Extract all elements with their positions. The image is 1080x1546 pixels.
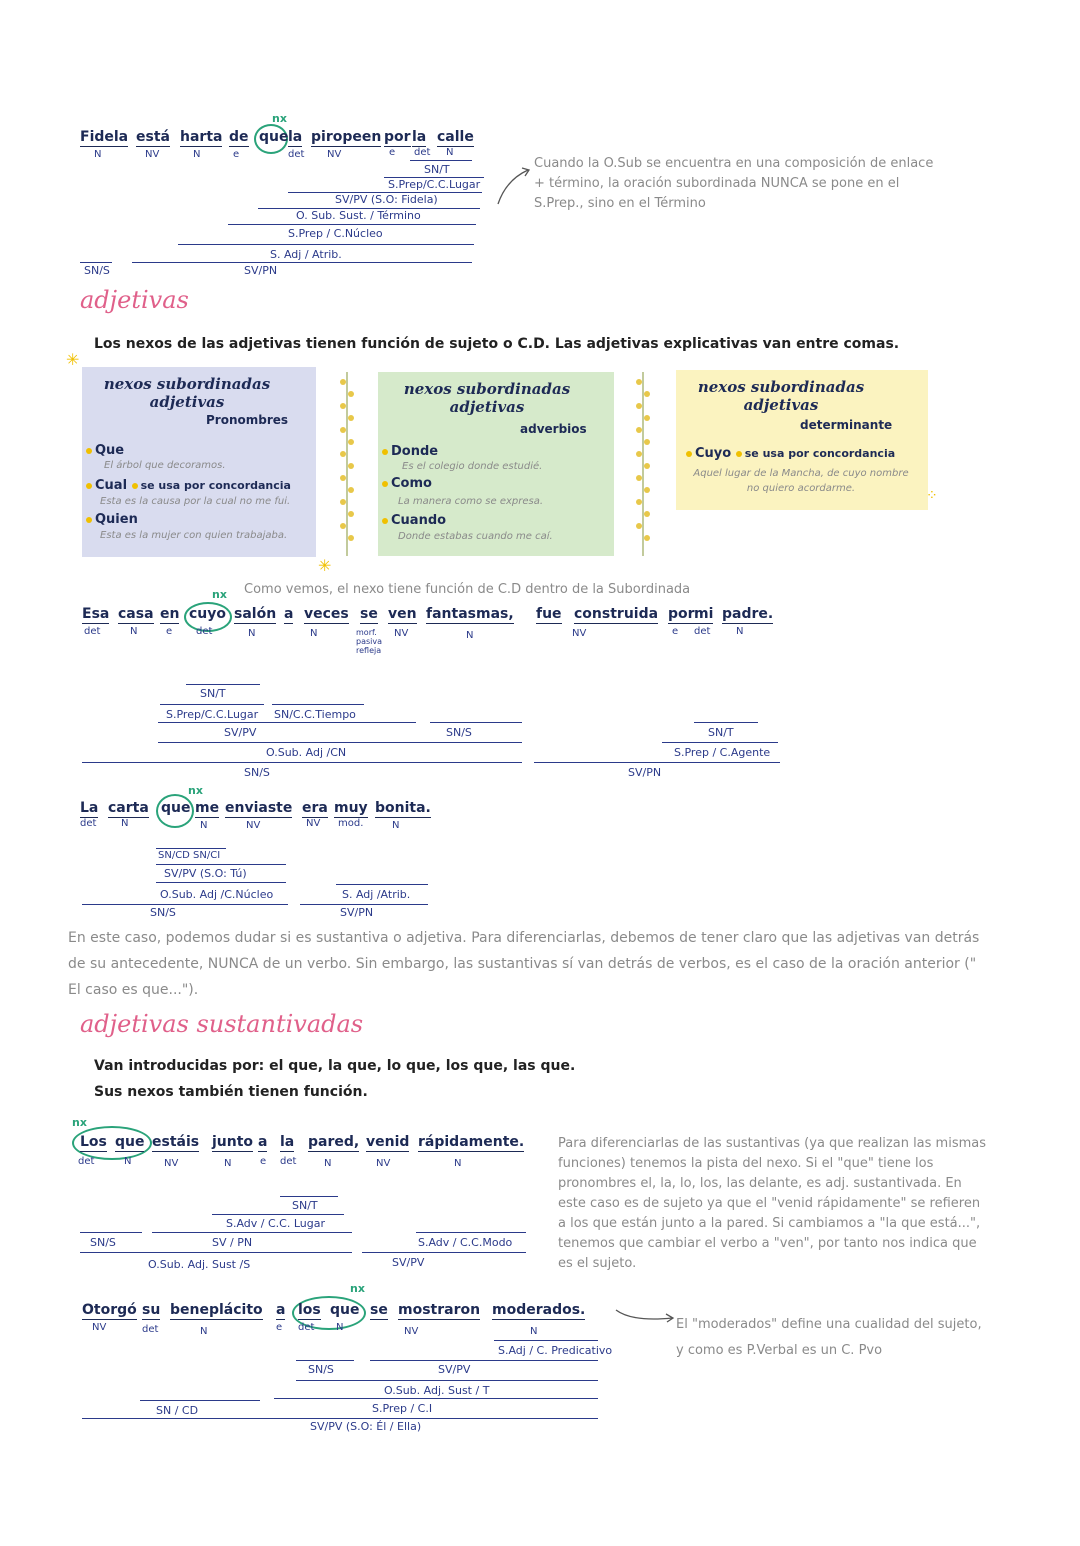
tag: N <box>193 149 201 160</box>
tag: N <box>248 628 256 639</box>
word: estáis <box>152 1134 200 1150</box>
word: fue <box>536 606 562 622</box>
word: Esa <box>82 606 110 622</box>
section-heading: adjetivas <box>80 286 189 314</box>
analysis-label: SN/S <box>90 1236 116 1249</box>
word: rápidamente. <box>418 1134 525 1150</box>
tag: mod. <box>338 818 364 829</box>
analysis-label: SN/C.C.Tiempo <box>274 708 356 721</box>
box-example: Esta es la causa por la cual no me fui. <box>100 496 291 507</box>
box-item: Que <box>95 443 125 458</box>
box-item: Quien <box>95 512 138 527</box>
word: de <box>229 129 249 145</box>
analysis-label: S.Prep/C.C.Lugar <box>166 708 259 721</box>
analysis-label: SN/T <box>200 687 226 700</box>
analysis-label: SV/PV (S.O: Él / Ella) <box>310 1420 422 1433</box>
tag: det <box>80 818 97 829</box>
tag: N <box>454 1158 462 1169</box>
tag: N <box>200 1326 208 1337</box>
box-item-extra: se usa por concordancia <box>140 479 291 492</box>
word: fantasmas, <box>426 606 514 622</box>
tag: NV <box>404 1326 419 1337</box>
analysis-label: O.Sub. Adj /C.Núcleo <box>160 888 274 901</box>
vine-decoration <box>336 372 358 556</box>
word: que <box>115 1134 145 1150</box>
nexo-marker: nx <box>350 1282 365 1295</box>
box-example: Donde estabas cuando me caí. <box>398 531 553 542</box>
analysis-label: SN/S <box>446 726 472 739</box>
box-example: La manera como se expresa. <box>398 496 544 507</box>
tag: e <box>166 626 173 637</box>
box-title: nexos subordinadas adjetivas <box>697 378 865 414</box>
analysis-label: S.Adv / C.C.Modo <box>418 1236 513 1249</box>
tag: N <box>392 820 400 831</box>
tag: NV <box>394 628 409 639</box>
sparkle-icon: ⁘ <box>926 488 938 504</box>
note: Como vemos, el nexo tiene función de C.D dentro de la Subordinada <box>244 582 691 597</box>
word: piropeen <box>311 129 382 145</box>
tag: NV <box>164 1158 179 1169</box>
note: El "moderados" define una cualidad del sujeto, y como es P.Verbal es un C. Pvo <box>676 1317 982 1358</box>
box-item: Cual <box>95 478 128 493</box>
tag: det <box>694 626 711 637</box>
box-item: Como <box>391 476 432 491</box>
note: Para diferenciarlas de las sustantivas (ya que realizan las mismas funciones) tenemos la pista del nexo. Si el "que" tiene los pronombres el, la, lo, los, las delante, es adj. sustantivada. En este caso es de sujeto ya que el "venid rápidamente" se refieren a los que están junto a la pared. Si cambiamos a "la que está...", tenemos que cambiar el verbo a "ven", por tanto nos indica que es el sujeto. <box>558 1136 987 1271</box>
analysis-label: O.Sub. Adj /CN <box>266 746 347 759</box>
sparkle-icon: ✳ <box>318 556 332 575</box>
word: mostraron <box>398 1302 481 1318</box>
box-item: Donde <box>391 444 439 459</box>
word: ven <box>388 606 417 622</box>
tag: N <box>530 1326 538 1337</box>
word: se <box>370 1302 388 1318</box>
word: Otorgó <box>82 1302 137 1318</box>
tag: N <box>124 1156 132 1167</box>
analysis-label: SV/PN <box>340 906 374 919</box>
analysis-label: S. Adj /Atrib. <box>342 888 411 901</box>
nexo-marker: nx <box>188 784 203 797</box>
analysis-label: SV/PV (S.O: Tú) <box>164 867 247 880</box>
analysis-label: SV/PV <box>224 726 257 739</box>
word: se <box>360 606 378 622</box>
word: construida <box>574 606 659 622</box>
analysis-label: SN/S <box>150 906 176 919</box>
tag: det <box>298 1322 315 1333</box>
word: me <box>195 800 220 816</box>
word: junto <box>212 1134 254 1150</box>
tag: N <box>336 1322 344 1333</box>
section-heading: adjetivas sustantivadas <box>80 1010 364 1038</box>
word: salón <box>234 606 277 622</box>
tag: N <box>466 630 474 641</box>
paragraph: Los nexos de las adjetivas tienen función de sujeto o C.D. Las adjetivas explicativas van entre comas. <box>94 336 900 352</box>
word: la <box>412 129 427 145</box>
word: calle <box>437 129 474 145</box>
word: a <box>284 606 294 622</box>
vine-decoration <box>632 372 654 556</box>
tag: N <box>224 1158 232 1169</box>
tag: det <box>78 1156 95 1167</box>
box-adverbios <box>378 372 614 556</box>
word: bonita. <box>375 800 431 816</box>
box-determinante <box>676 370 928 510</box>
analysis-label: SN/S <box>84 264 110 277</box>
analysis-label: SN/T <box>292 1199 318 1212</box>
tag: NV <box>92 1322 107 1333</box>
word: La <box>80 800 99 816</box>
box-example: Es el colegio donde estudié. <box>402 461 543 472</box>
word: enviaste <box>225 800 293 816</box>
tag: NV <box>327 149 342 160</box>
note: Cuando la O.Sub se encuentra en una composición de enlace + término, la oración subordinada NUNCA se pone en el S.Prep., sino en el Término <box>534 156 934 211</box>
analysis-label: S.Adj / C. Predicativo <box>498 1344 613 1357</box>
box-item-extra: se usa por concordancia <box>744 447 896 460</box>
nexo-marker: nx <box>272 112 287 125</box>
paragraph-duda: En este caso, podemos dudar si es sustantiva o adjetiva. Para diferenciarlas, debemos de tener claro que las adjetivas van detrás de su antecedente, NUNCA de un verbo. Sin embargo, las sustantivas sí van detrás de verbos, es el caso de la oración anterior (" El caso es que..."). <box>68 930 980 998</box>
word: veces <box>304 606 349 622</box>
tag: N <box>446 147 454 158</box>
box-example: El árbol que decoramos. <box>104 460 226 471</box>
tag: det <box>288 149 305 160</box>
word: los <box>298 1302 321 1318</box>
tag: det <box>414 147 431 158</box>
tag: e <box>389 147 396 158</box>
tag: e <box>260 1156 267 1167</box>
tag: N <box>200 820 208 831</box>
analysis-label: SN/S <box>244 766 270 779</box>
analysis-label: SV/PN <box>628 766 662 779</box>
tag: NV <box>376 1158 391 1169</box>
word: moderados. <box>492 1302 586 1318</box>
analysis-label: SV / PN <box>212 1236 253 1249</box>
tag: N <box>324 1158 332 1169</box>
analysis-label: SV/PV <box>438 1363 471 1376</box>
nexo-marker: nx <box>72 1116 87 1129</box>
analysis-label: SV/PV (S.O: Fidela) <box>335 193 438 206</box>
tag: NV <box>145 149 160 160</box>
box-title: nexos subordinadas adjetivas <box>403 380 571 416</box>
box-item: Cuando <box>391 513 447 528</box>
tag: det <box>84 626 101 637</box>
analysis-label: SV/PV <box>392 1256 425 1269</box>
box-item: Cuyo <box>695 446 732 461</box>
box-pronombres <box>82 367 316 557</box>
analysis-label: SN/CD SN/CI <box>158 850 221 861</box>
tag: e <box>672 626 679 637</box>
tag: det <box>196 626 213 637</box>
analysis-label: O.Sub. Adj. Sust /S <box>148 1258 251 1271</box>
arrow-icon <box>612 1304 678 1326</box>
box-example: Esta es la mujer con quien trabajaba. <box>100 530 288 541</box>
tag: N <box>736 626 744 637</box>
tag: N <box>310 628 318 639</box>
nexo-marker: nx <box>212 588 227 601</box>
analysis-label: S.Prep / C.I <box>372 1402 433 1415</box>
tag: det <box>142 1324 159 1335</box>
tag: NV <box>572 628 587 639</box>
analysis-label: S.Prep/C.C.Lugar <box>388 178 481 191</box>
word: por <box>668 606 695 622</box>
tag: det <box>280 1156 297 1167</box>
arrow-icon <box>496 166 532 206</box>
tag: e <box>276 1322 283 1333</box>
box-subtitle: adverbios <box>520 422 587 436</box>
word: muy <box>334 800 368 816</box>
word: casa <box>118 606 154 622</box>
word: harta <box>180 129 223 145</box>
tag: morf. pasiva refleja <box>356 628 383 655</box>
analysis-label: O.Sub. Adj. Sust / T <box>384 1384 490 1397</box>
analysis-label: S.Adv / C.C. Lugar <box>226 1217 326 1230</box>
word: Fidela <box>80 129 129 145</box>
paragraph: Van introducidas por: el que, la que, lo que, los que, las que. <box>94 1058 576 1074</box>
tag: NV <box>246 820 261 831</box>
word: Los <box>80 1134 107 1150</box>
analysis-label: SN / CD <box>156 1404 199 1417</box>
tag: e <box>233 149 240 160</box>
word: cuyo <box>189 606 227 622</box>
sparkle-icon: ✳ <box>66 350 80 369</box>
box-subtitle: Pronombres <box>206 413 289 427</box>
word: venid <box>366 1134 410 1150</box>
analysis-label: S. Adj / Atrib. <box>270 248 342 261</box>
box-subtitle: determinante <box>800 418 893 432</box>
word: era <box>302 800 328 816</box>
word: mi <box>694 606 714 622</box>
word: a <box>258 1134 268 1150</box>
word: que <box>259 129 289 145</box>
word: la <box>280 1134 295 1150</box>
analysis-label: SN/S <box>308 1363 334 1376</box>
box-example: Aquel lugar de la Mancha, de cuyo nombre no quiero acordarme. <box>693 468 909 494</box>
box-title: nexos subordinadas adjetivas <box>103 375 271 411</box>
tag: N <box>121 818 129 829</box>
word: en <box>160 606 180 622</box>
analysis-label: SV/PN <box>244 264 278 277</box>
word: que <box>330 1302 360 1318</box>
word: está <box>136 129 170 145</box>
word: beneplácito <box>170 1302 263 1318</box>
word: pared, <box>308 1134 360 1150</box>
analysis-label: O. Sub. Sust. / Término <box>296 209 421 222</box>
tag: N <box>130 626 138 637</box>
word: por <box>384 129 411 145</box>
tag: NV <box>306 818 321 829</box>
analysis-label: S.Prep / C.Agente <box>674 746 771 759</box>
word: a <box>276 1302 286 1318</box>
word: su <box>142 1302 161 1318</box>
word: que <box>161 800 191 816</box>
analysis-label: SN/T <box>708 726 734 739</box>
analysis-label: SN/T <box>424 163 450 176</box>
paragraph: Sus nexos también tienen función. <box>94 1084 368 1100</box>
tag: N <box>94 149 102 160</box>
word: la <box>288 129 303 145</box>
word: padre. <box>722 606 774 622</box>
word: carta <box>108 800 149 816</box>
analysis-label: S.Prep / C.Núcleo <box>288 227 383 240</box>
